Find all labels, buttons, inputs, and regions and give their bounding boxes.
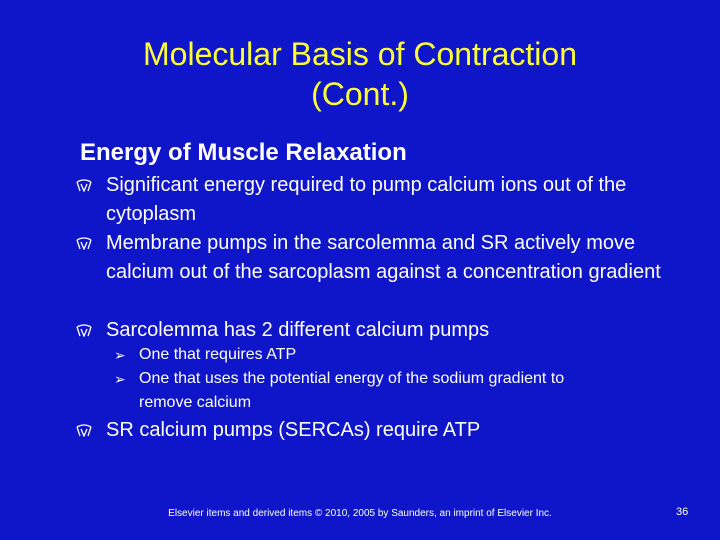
arrow-bullet-icon: ➢	[114, 347, 126, 363]
bullet-marker-icon	[76, 178, 92, 192]
bullet-text: Membrane pumps in the sarcolemma and SR actively move calcium out of the sarcoplasm against a concentration gradient	[106, 232, 661, 283]
slide-title-line-1: Molecular Basis of Contraction	[143, 36, 577, 72]
bullet-text: Sarcolemma has 2 different calcium pumps	[106, 319, 490, 341]
bullet-marker-icon	[76, 323, 92, 337]
sub-bullet-item	[114, 367, 609, 415]
sub-bullet-item	[114, 343, 609, 367]
bullet-item	[106, 416, 666, 445]
bullet-marker-icon	[76, 236, 92, 250]
sub-bullet-text: One that requires ATP	[139, 346, 297, 363]
bullet-item	[106, 229, 666, 287]
bullet-text: SR calcium pumps (SERCAs) require ATP	[106, 419, 481, 441]
page-number: 36	[676, 506, 689, 518]
copyright-footer: Elsevier items and derived items © 2010, 2005 by Saunders, an imprint of Elsevier Inc.	[168, 508, 552, 519]
bullet-item	[106, 171, 666, 229]
section-heading: Energy of Muscle Relaxation	[80, 139, 407, 166]
sub-bullet-text: One that uses the potential energy of the sodium gradient to remove calcium	[139, 370, 565, 411]
bullet-item	[106, 316, 666, 345]
slide-title	[0, 34, 720, 114]
bullet-text: Significant energy required to pump calcium ions out of the cytoplasm	[106, 174, 627, 225]
slide-title-line-2: (Cont.)	[311, 76, 409, 112]
arrow-bullet-icon: ➢	[114, 371, 126, 387]
bullet-marker-icon	[76, 423, 92, 437]
